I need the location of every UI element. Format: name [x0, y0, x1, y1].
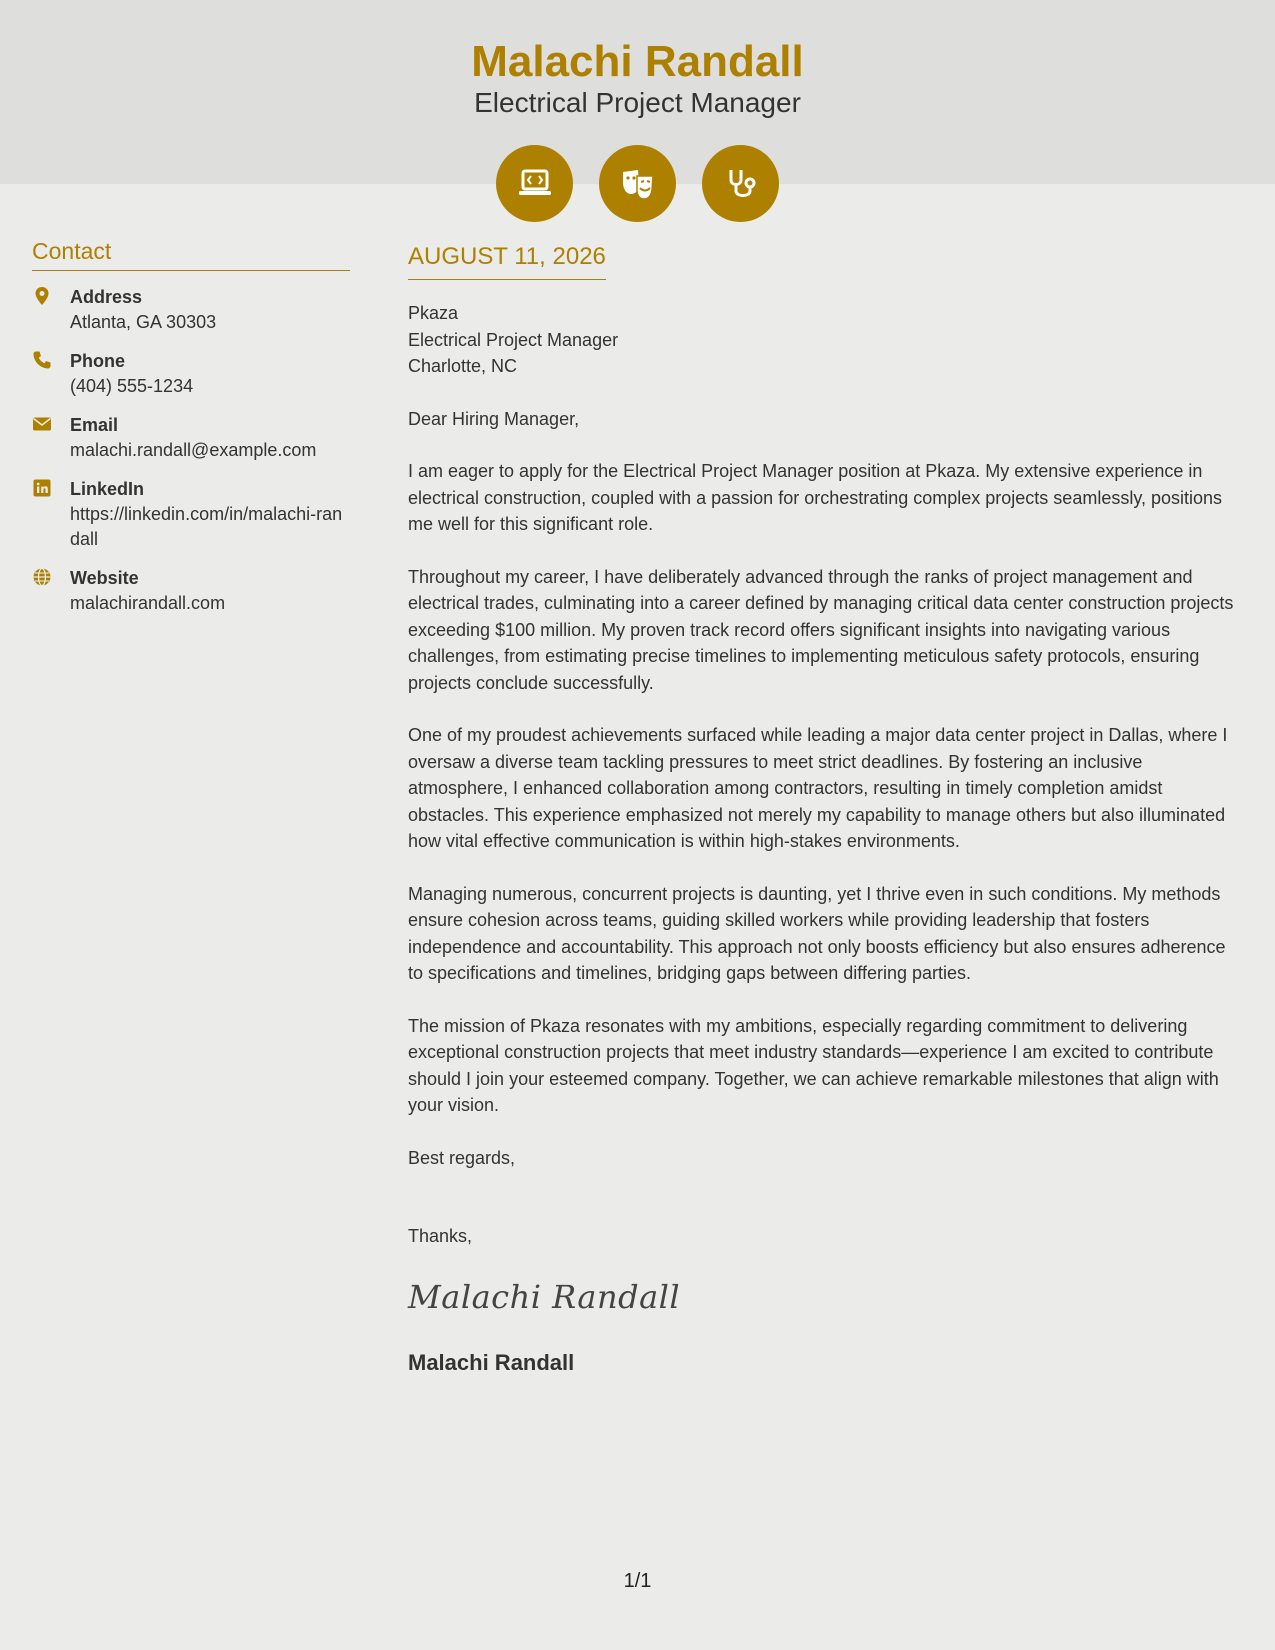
contact-value[interactable]: malachirandall.com — [70, 593, 226, 613]
paragraph-3: One of my proudest achievements surfaced while leading a major data center project in Dallas, where I oversaw a diverse team tackling pressures to meet strict deadlines. By fostering an inclusive atmosphere, I enhanced collaboration among contractors, resulting in timely completion amidst obstacles. This experience emphasized not merely my capability to manage others but also illuminated how vital effective communication is within high-stakes environments. — [408, 725, 1228, 851]
map-pin-icon — [32, 286, 56, 310]
page-number: 1/1 — [623, 1570, 652, 1592]
paragraph-5: The mission of Pkaza resonates with my ambitions, especially regarding commitment to delivering exceptional construction projects that meet industry standards—experience I am excited to contribute should I join your esteemed company. Together, we can achieve remarkable milestones that align with your vision. — [408, 1015, 1219, 1115]
laptop-code-icon — [496, 145, 573, 222]
contact-value: malachi.randall@example.com — [70, 440, 317, 460]
closing: Best regards, — [408, 1147, 516, 1168]
contact-label: Phone — [70, 351, 126, 371]
paragraph-4: Managing numerous, concurrent projects is daunting, yet I thrive even in such conditions. My methods ensure cohesion across teams, guiding skilled workers while providing leadership that fosters independence and accountability. This approach not only boosts efficiency but also ensures adherence to specifications and timelines, bridging gaps between differing parties. — [408, 883, 1226, 983]
contact-email — [32, 413, 350, 463]
applicant-title: Electrical Project Manager — [474, 87, 801, 118]
letter-date: AUGUST 11, 2026 — [408, 242, 606, 280]
linkedin-icon — [32, 478, 56, 502]
contact-value: Atlanta, GA 30303 — [70, 312, 217, 332]
recipient-position: Electrical Project Manager — [408, 329, 619, 350]
contact-label: Address — [70, 287, 143, 307]
phone-icon — [32, 350, 56, 374]
contact-phone — [32, 349, 350, 399]
recipient-block — [408, 300, 1243, 380]
contact-website — [32, 566, 350, 616]
salutation: Dear Hiring Manager, — [408, 408, 580, 429]
contact-value: (404) 555-1234 — [70, 376, 194, 396]
recipient-company: Pkaza — [408, 303, 459, 323]
thanks: Thanks, — [408, 1226, 473, 1246]
contact-linkedin — [32, 477, 350, 552]
applicant-name: Malachi Randall — [471, 37, 804, 86]
globe-icon — [32, 567, 56, 591]
paragraph-1: I am eager to apply for the Electrical Project Manager position at Pkaza. My extensive experience in electrical construction, coupled with a passion for orchestrating complex projects seamlessly, positions me well for this significant role. — [408, 461, 1223, 534]
contact-label: Email — [70, 415, 119, 435]
letter-body — [408, 242, 1243, 1376]
signature: Malachi Randall — [408, 1277, 681, 1316]
envelope-icon — [32, 414, 56, 438]
contact-label: Website — [70, 568, 139, 588]
contact-value[interactable]: https://linkedin.com/in/malachi-randall — [70, 504, 343, 549]
recipient-location: Charlotte, NC — [408, 356, 518, 376]
stethoscope-icon — [702, 145, 779, 222]
theater-masks-icon — [599, 145, 676, 222]
signed-name: Malachi Randall — [408, 1349, 575, 1375]
paragraph-2: Throughout my career, I have deliberately advanced through the ranks of project management and electrical trades, culminating into a career defined by managing critical data center construction projects exceeding $100 million. My proven track record offers significant insights into navigating various challenges, from estimating precise timelines to implementing meticulous safety protocols, ensuring projects conclude successfully. — [408, 566, 1234, 693]
contact-label: LinkedIn — [70, 479, 145, 499]
contact-sidebar — [32, 238, 350, 630]
interest-icons — [0, 145, 1275, 222]
contact-address — [32, 285, 350, 335]
contact-heading: Contact — [32, 238, 350, 271]
